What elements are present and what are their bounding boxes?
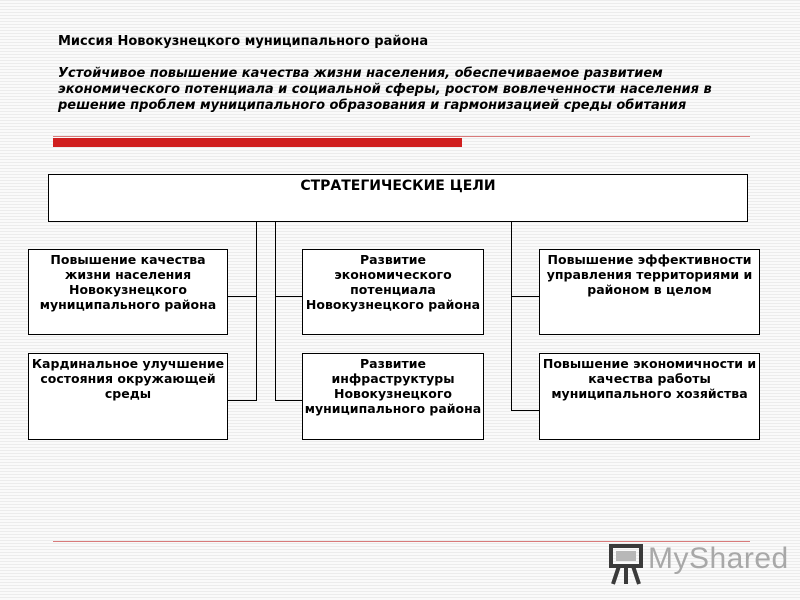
mission-title: Миссия Новокузнецкого муниципального района xyxy=(58,34,429,49)
connector-right-1 xyxy=(511,296,540,297)
goal-infrastructure: Развитие инфраструктуры Новокузнецкого муниципального района xyxy=(302,353,484,440)
accent-bar xyxy=(53,138,462,147)
bottom-divider xyxy=(53,541,750,542)
goal-municipal-economy: Повышение экономичности и качества работы муниципального хозяйства xyxy=(539,353,760,440)
strategic-goals-header: СТРАТЕГИЧЕСКИЕ ЦЕЛИ xyxy=(48,174,748,222)
divider-line xyxy=(53,136,750,137)
goal-territory-management: Повышение эффективности управления территориями и районом в целом xyxy=(539,249,760,335)
goal-quality-of-life: Повышение качества жизни населения Новокузнецкого муниципального района xyxy=(28,249,228,335)
connector-middle-2 xyxy=(275,400,303,401)
presentation-board-icon xyxy=(607,540,645,590)
goal-economic-potential: Развитие экономического потенциала Новокузнецкого района xyxy=(302,249,484,335)
connector-right-2 xyxy=(511,410,540,411)
connector-left-2 xyxy=(228,400,257,401)
mission-text: Устойчивое повышение качества жизни населения, обеспечиваемое развитием экономического потенциала и социальной сферы, ростом вовлеченности населения в решение проблем муниципального образования и гармонизацией среды обитания xyxy=(58,66,712,113)
connector-left-1 xyxy=(228,296,257,297)
connector-left xyxy=(256,222,257,401)
connector-middle-1 xyxy=(275,296,303,297)
logo-text: MyShared xyxy=(648,542,789,575)
connector-middle xyxy=(275,222,276,401)
goal-environment: Кардинальное улучшение состояния окружающей среды xyxy=(28,353,228,440)
connector-right xyxy=(511,222,512,411)
